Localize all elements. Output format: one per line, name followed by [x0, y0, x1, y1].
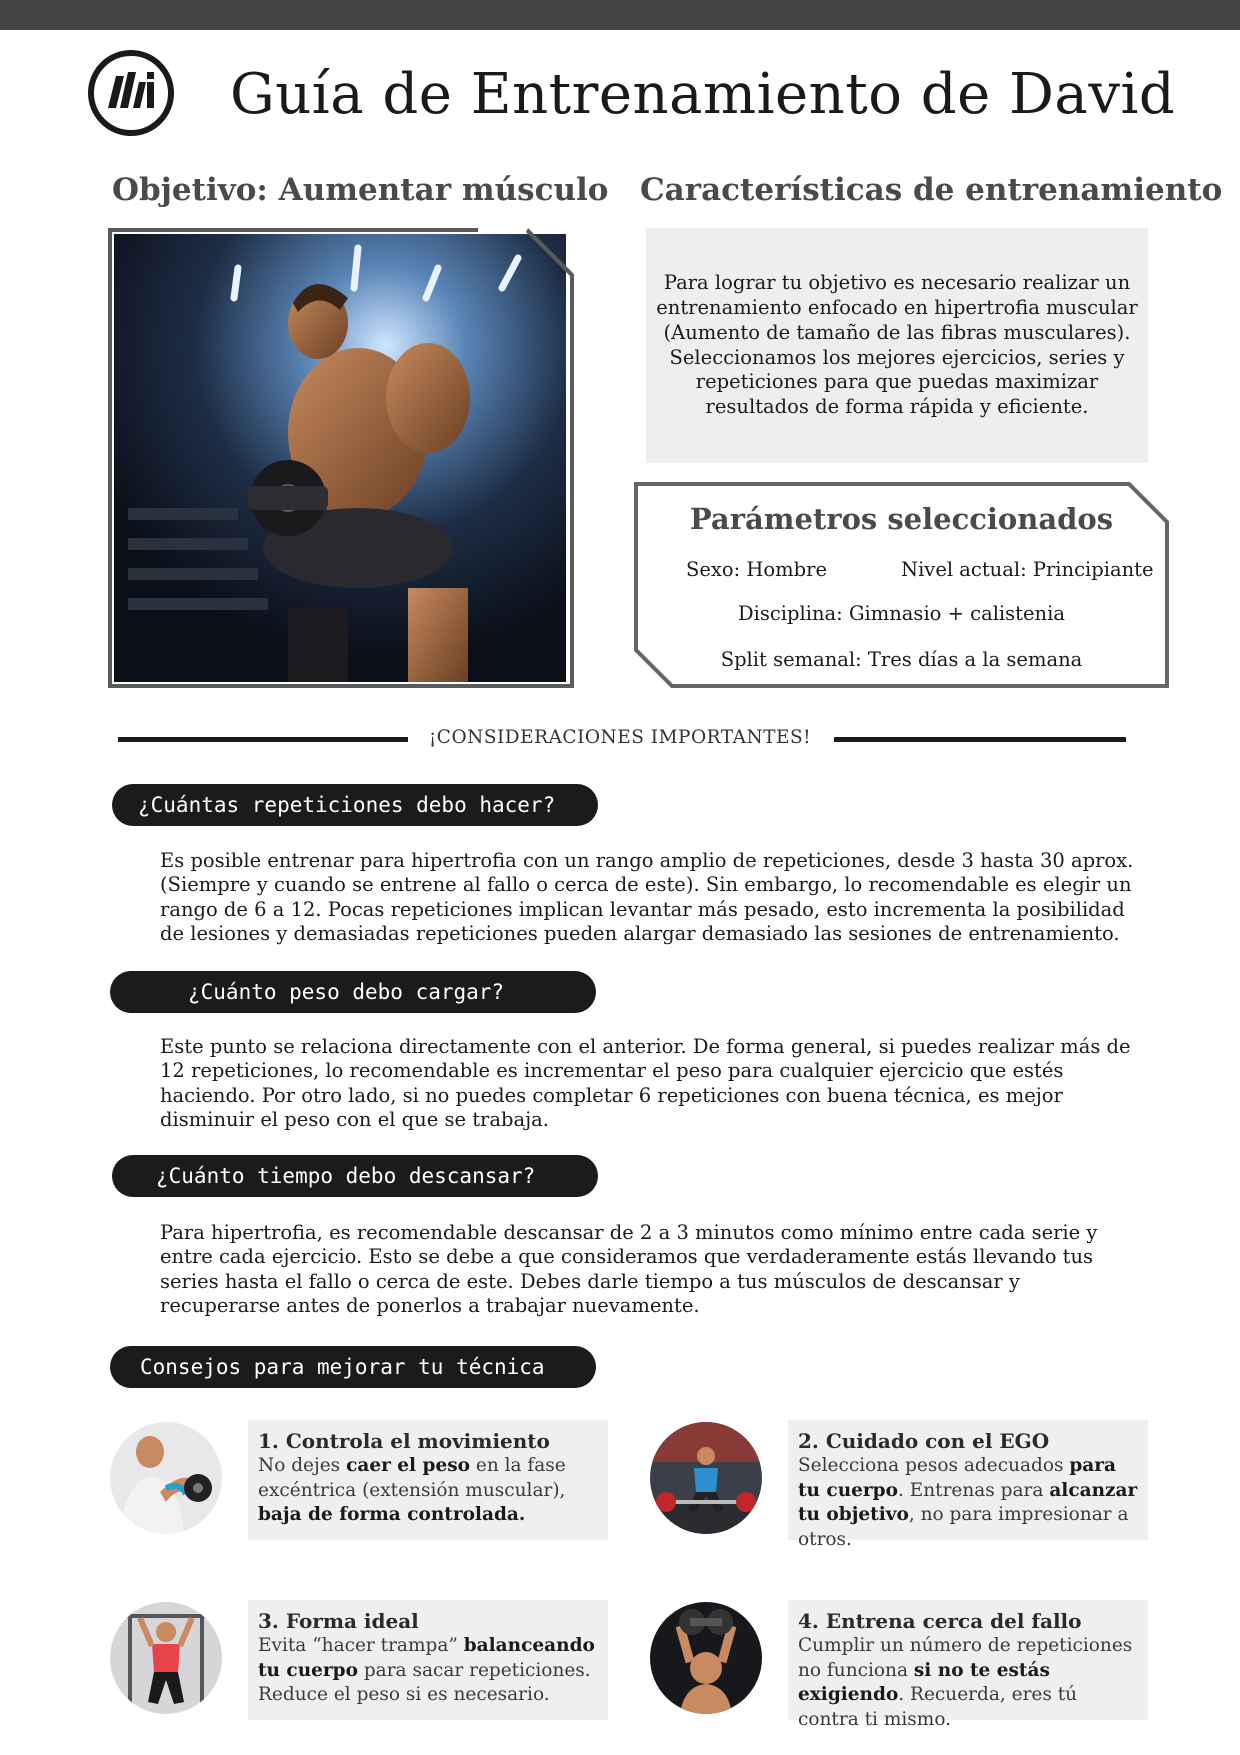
objective-heading: Objetivo: Aumentar músculo	[112, 172, 609, 208]
tip-1-text: No dejes caer el peso en la fase excéntrica (extensión muscular), baja de forma controlada.	[258, 1455, 566, 1526]
parameters-panel	[634, 482, 1169, 688]
divider-line-left	[118, 737, 408, 742]
tip-2-title: 2. Cuidado con el EGO	[798, 1429, 1050, 1453]
tip-4-photo	[650, 1602, 762, 1714]
tip-3-card	[248, 1600, 608, 1720]
tip-3-text: Evita “hacer trampa” balanceando tu cuerpo para sacar repeticiones. Reduce el peso si es necesario.	[258, 1635, 595, 1706]
tip-2-card	[788, 1420, 1148, 1550]
question-pill-rest: ¿Cuánto tiempo debo descansar?	[112, 1155, 598, 1197]
features-box	[646, 228, 1148, 463]
tip-4-title: 4. Entrena cerca del fallo	[798, 1609, 1082, 1633]
top-bar	[0, 0, 1240, 30]
question-pill-weight: ¿Cuánto peso debo cargar?	[110, 971, 596, 1013]
divider-line-right	[834, 737, 1126, 742]
param-split: Split semanal: Tres días a la semana	[720, 648, 1083, 671]
param-sex: Sexo: Hombre	[686, 558, 827, 581]
tip-2-text: Selecciona pesos adecuados para tu cuerpo. Entrenas para alcanzar tu objetivo, no para impresionar a otros.	[798, 1455, 1138, 1550]
hero-image	[108, 228, 574, 688]
tip-3-photo	[110, 1602, 222, 1714]
tip-1-photo	[110, 1422, 222, 1534]
brand-logo-icon	[86, 48, 176, 138]
answer-rest: Para hipertrofia, es recomendable descansar de 2 a 3 minutos como mínimo entre cada serie y entre cada ejercicio. Esto se debe a que consideramos que verdaderamente estás llevando tus series hasta el fallo o cerca de este. Debes darle tiempo a tus músculos de descansar y recuperarse antes de ponerlos a trabajar nuevamente.	[160, 1221, 1098, 1318]
features-text: Para lograr tu objetivo es necesario realizar un entrenamiento enfocado en hipertrofia muscular (Aumento de tamaño de las fibras musculares). Seleccionamos los mejores ejercicios, series y repeticiones para que puedas maximizar resultados de forma rápida y eficiente.	[656, 271, 1138, 418]
tip-4-text: Cumplir un número de repeticiones no funciona si no te estás exigiendo. Recuerda, eres tú contra ti mismo.	[798, 1635, 1133, 1730]
param-level: Nivel actual: Principiante	[901, 558, 1154, 581]
tip-2-photo	[650, 1422, 762, 1534]
page-title: Guía de Entrenamiento de David	[230, 62, 1176, 127]
features-heading: Características de entrenamiento	[640, 172, 1223, 208]
tip-4-card	[788, 1600, 1148, 1730]
tip-3-title: 3. Forma ideal	[258, 1609, 419, 1633]
tip-1-title: 1. Controla el movimiento	[258, 1429, 550, 1453]
tips-heading-pill: Consejos para mejorar tu técnica	[110, 1346, 596, 1388]
tip-1-card	[248, 1420, 608, 1540]
considerations-divider-label: ¡CONSIDERACIONES IMPORTANTES!	[428, 727, 812, 748]
param-discipline: Disciplina: Gimnasio + calistenia	[738, 602, 1065, 625]
question-pill-repetitions: ¿Cuántas repeticiones debo hacer?	[112, 784, 598, 826]
answer-weight: Este punto se relaciona directamente con el anterior. De forma general, si puedes realizar más de 12 repeticiones, lo recomendable es incrementar el peso para cualquier ejercicio que estés haciendo. Por otro lado, si no puedes completar 6 repeticiones con buena técnica, es mejor disminuir el peso con el que se trabaja.	[160, 1035, 1131, 1132]
answer-repetitions: Es posible entrenar para hipertrofia con un rango amplio de repeticiones, desde 3 hasta 30 aprox. (Siempre y cuando se entrene al fallo o cerca de este). Sin embargo, lo recomendable es elegir un rango de 6 a 12. Pocas repeticiones implican levantar más pesado, esto incrementa la posibilidad de lesiones y demasiadas repeticiones pueden alargar demasiado las sesiones de entrenamiento.	[160, 849, 1134, 946]
parameters-title: Parámetros seleccionados	[689, 502, 1114, 536]
